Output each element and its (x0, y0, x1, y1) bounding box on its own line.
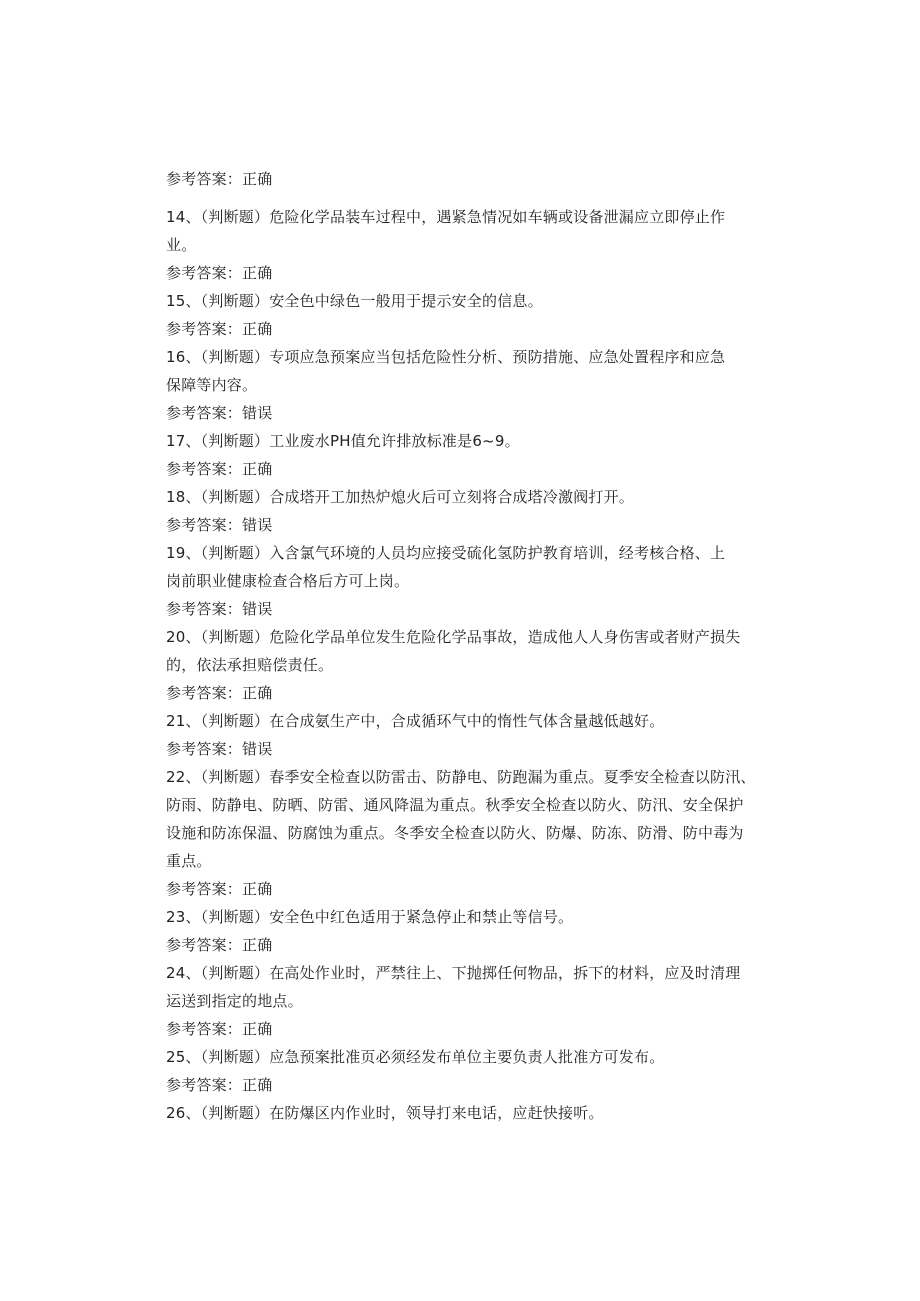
question-line: 岗前职业健康检查合格后方可上岗。 (166, 572, 410, 590)
answer-line: 参考答案：正确 (166, 460, 273, 478)
question-line: 19、（判断题）入含氯气环境的人员均应接受硫化氢防护教育培训，经考核合格、上 (166, 544, 726, 562)
question-line: 保障等内容。 (166, 376, 258, 394)
question-item (166, 343, 756, 427)
top-answer-block (166, 165, 756, 193)
answer-line: 参考答案：错误 (166, 404, 273, 422)
question-line: 18、（判断题）合成塔开工加热炉熄火后可立刻将合成塔冷激阀打开。 (166, 488, 634, 506)
answer-line: 参考答案：错误 (166, 740, 273, 758)
question-line: 重点。 (166, 852, 212, 870)
answer-line: 参考答案：正确 (166, 1020, 273, 1038)
question-line: 16、（判断题）专项应急预案应当包括危险性分析、预防措施、应急处置程序和应急 (166, 348, 726, 366)
question-item (166, 287, 756, 343)
question-item (166, 959, 756, 1043)
question-line: 23、（判断题）安全色中红色适用于紧急停止和禁止等信号。 (166, 908, 574, 926)
question-line: 防雨、防静电、防晒、防雷、通风降温为重点。秋季安全检查以防火、防汛、安全保护 (166, 796, 744, 814)
question-line: 15、（判断题）安全色中绿色一般用于提示安全的信息。 (166, 292, 543, 310)
answer-line: 参考答案：正确 (166, 1076, 273, 1094)
answer-line: 参考答案：正确 (166, 264, 273, 282)
question-item (166, 203, 756, 287)
question-line: 22、（判断题）春季安全检查以防雷击、防静电、防跑漏为重点。夏季安全检查以防汛、 (166, 768, 756, 786)
question-line: 21、（判断题）在合成氨生产中，合成循环气中的惰性气体含量越低越好。 (166, 712, 665, 730)
question-item (166, 903, 756, 959)
answer-line: 参考答案：正确 (166, 684, 273, 702)
question-item (166, 707, 756, 763)
question-item (166, 539, 756, 623)
answer-line: 参考答案：正确 (166, 320, 273, 338)
question-line: 运送到指定的地点。 (166, 992, 303, 1010)
question-line: 14、（判断题）危险化学品装车过程中，遇紧急情况如车辆或设备泄漏应立即停止作 (166, 208, 726, 226)
question-item (166, 763, 756, 903)
answer-line: 参考答案：错误 (166, 600, 273, 618)
question-item (166, 483, 756, 539)
question-line: 26、（判断题）在防爆区内作业时，领导打来电话，应赶快接听。 (166, 1104, 604, 1122)
question-item (166, 623, 756, 707)
answer-line: 参考答案：正确 (166, 170, 273, 188)
question-item (166, 1043, 756, 1099)
question-item (166, 1099, 756, 1127)
question-list (166, 203, 756, 1127)
answer-line: 参考答案：正确 (166, 880, 273, 898)
question-item (166, 427, 756, 483)
question-line: 20、（判断题）危险化学品单位发生危险化学品事故，造成他人人身伤害或者财产损失 (166, 628, 741, 646)
question-line: 业。 (166, 236, 197, 254)
question-line: 25、（判断题）应急预案批准页必须经发布单位主要负责人批准方可发布。 (166, 1048, 665, 1066)
question-line: 24、（判断题）在高处作业时，严禁往上、下抛掷任何物品，拆下的材料，应及时清理 (166, 964, 741, 982)
answer-line: 参考答案：正确 (166, 936, 273, 954)
question-line: 17、（判断题）工业废水PH值允许排放标准是6~9。 (166, 432, 520, 450)
answer-line: 参考答案：错误 (166, 516, 273, 534)
question-line: 设施和防冻保温、防腐蚀为重点。冬季安全检查以防火、防爆、防冻、防滑、防中毒为 (166, 824, 744, 842)
question-line: 的，依法承担赔偿责任。 (166, 656, 334, 674)
